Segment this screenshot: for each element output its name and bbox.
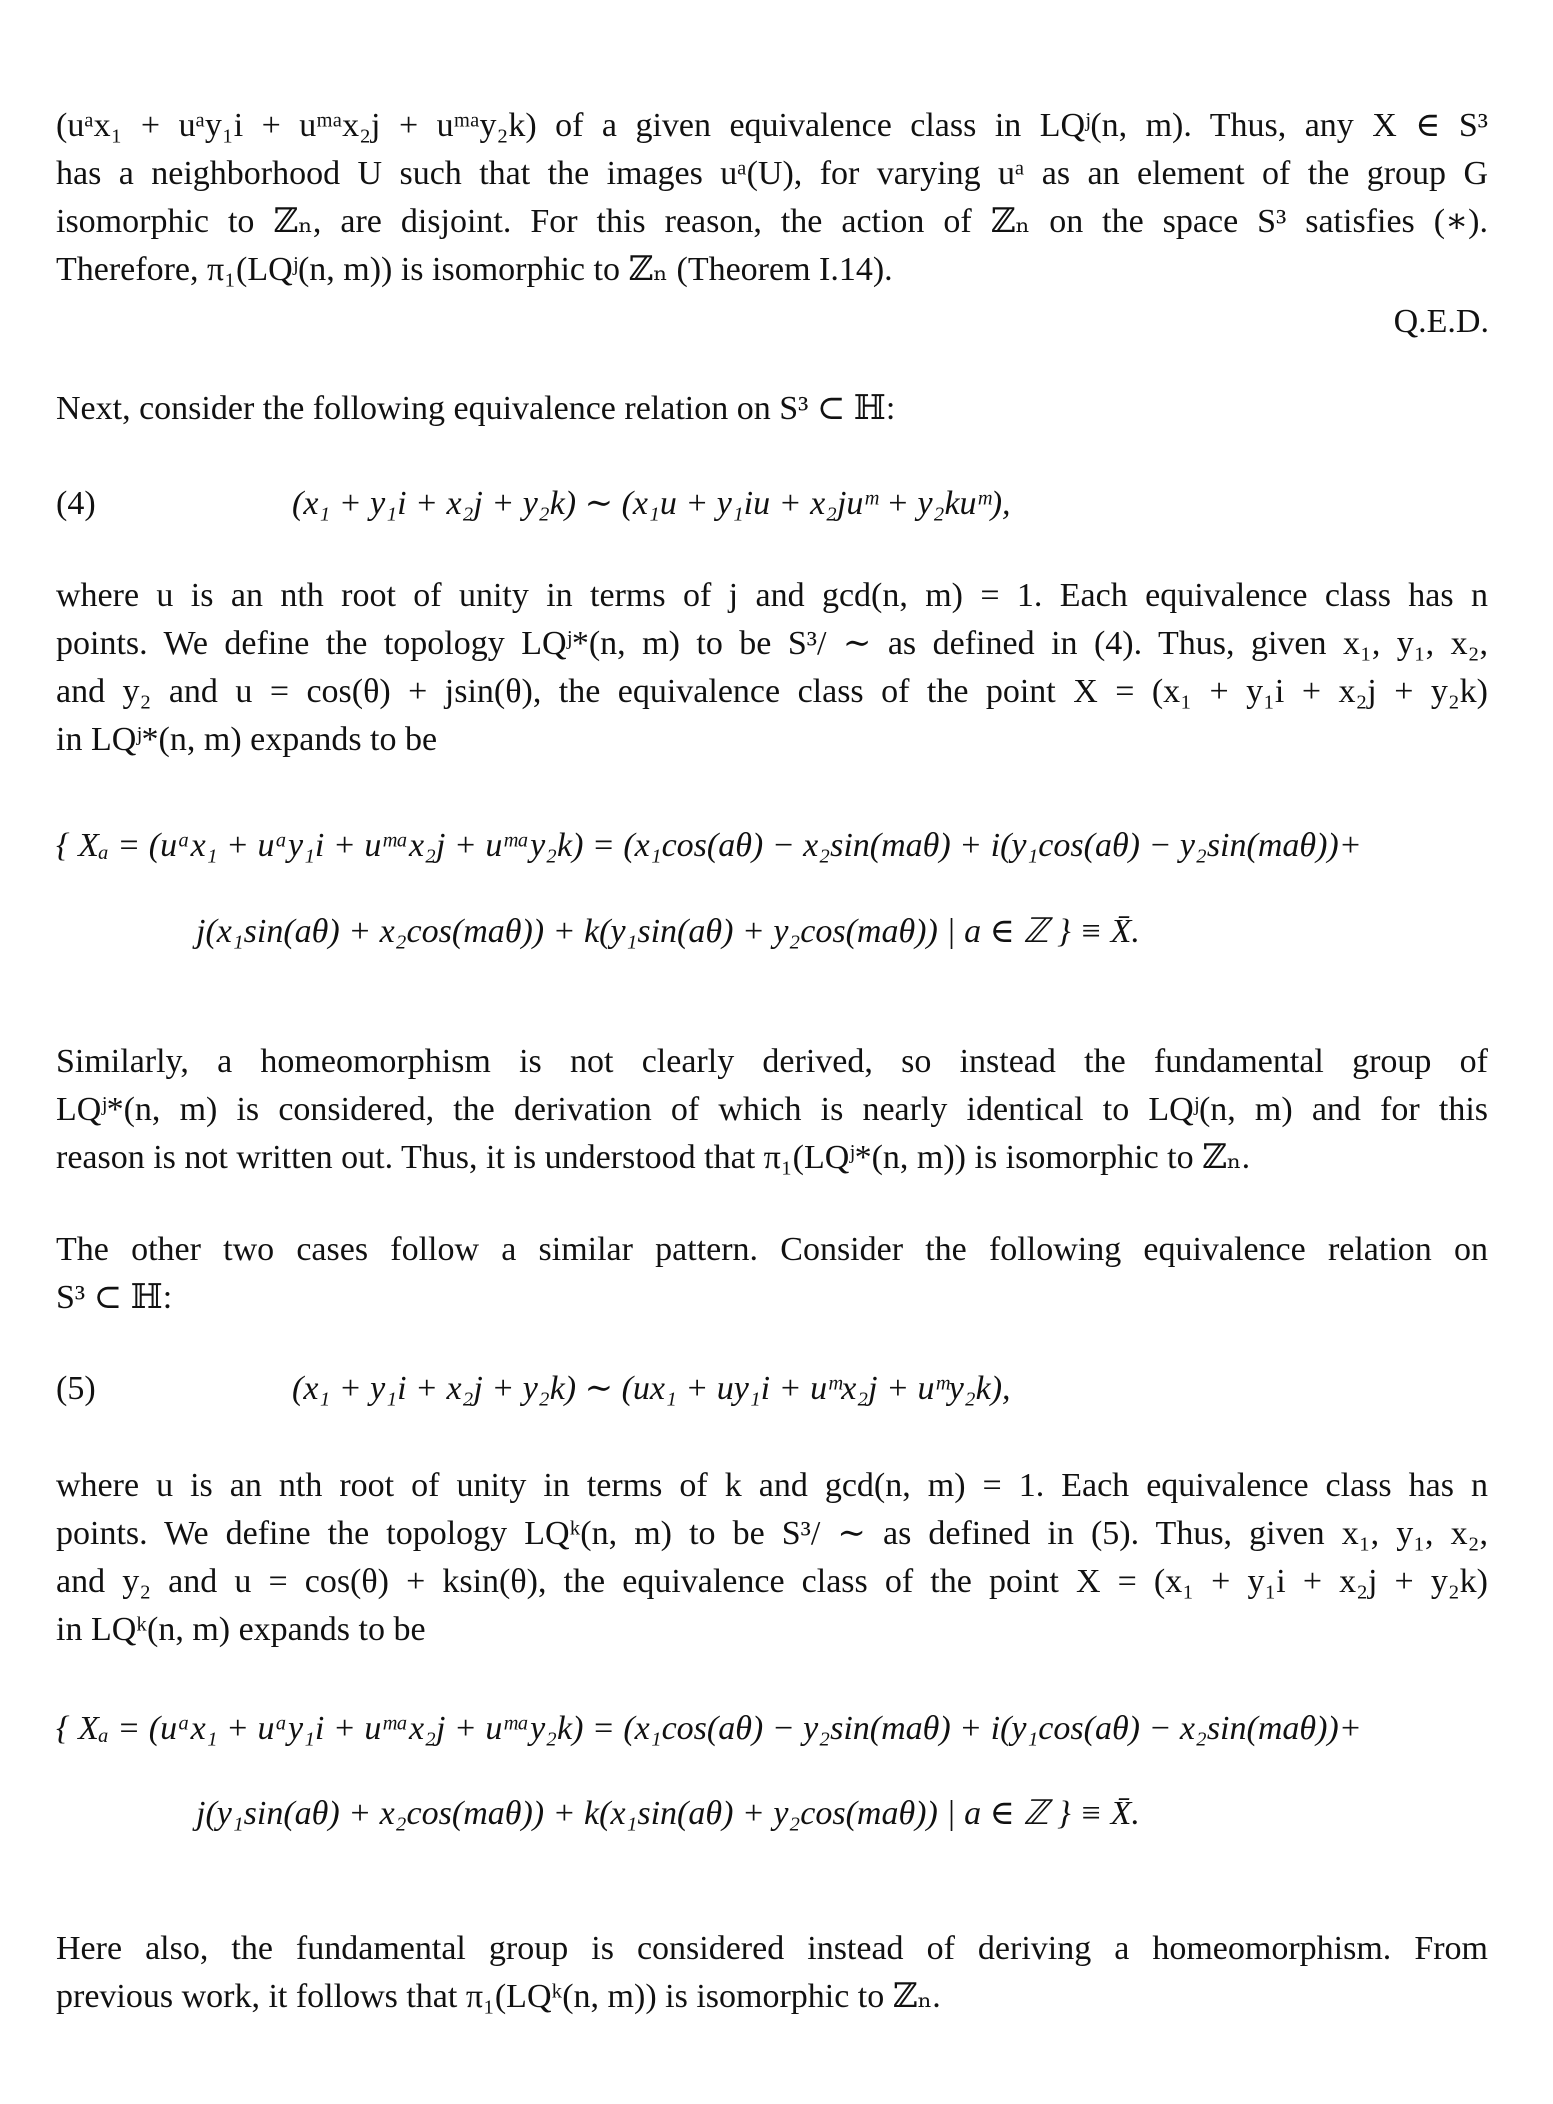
text-line: Therefore, π₁(LQʲ(n, m)) is isomorphic to ℤₙ (Theorem I.14). — [56, 251, 893, 288]
text-line: in LQʲ*(n, m) expands to be — [56, 721, 438, 758]
equation-label-4: (4) — [56, 485, 96, 522]
paragraph-other-cases — [56, 1226, 1488, 1322]
qed-mark: Q.E.D. — [1393, 303, 1489, 340]
text-line: Next, consider the following equivalence relation on S³ ⊂ ℍ: — [56, 390, 896, 427]
paragraph-lqj-star-definition — [56, 572, 1488, 764]
text-line: and y₂ and u = cos(θ) + ksin(θ), the equivalence class of the point X = (x₁ + y₁i + x₂j + y₂k) — [56, 1563, 1488, 1600]
equation-5: (x₁ + y₁i + x₂j + y₂k) ∼ (ux₁ + uy₁i + uᵐx₂j + uᵐy₂k), — [292, 1370, 1011, 1407]
paragraph-fundamental-group-lqj-star — [56, 1038, 1488, 1182]
text-line: and y₂ and u = cos(θ) + jsin(θ), the equivalence class of the point X = (x₁ + y₁i + x₂j + y₂k) — [56, 673, 1488, 710]
text-line: where u is an nth root of unity in terms of j and gcd(n, m) = 1. Each equivalence class has n — [56, 577, 1488, 614]
text-line: isomorphic to ℤₙ, are disjoint. For this reason, the action of ℤₙ on the space S³ satisfies (∗). — [56, 203, 1488, 240]
text-line: previous work, it follows that π₁(LQᵏ(n, m)) is isomorphic to ℤₙ. — [56, 1978, 941, 2015]
text-line: (uᵃx₁ + uᵃy₁i + uᵐᵃx₂j + uᵐᵃy₂k) of a given equivalence class in LQʲ(n, m). Thus, any X ∈ S³ — [56, 107, 1488, 144]
equation-label-5: (5) — [56, 1370, 96, 1407]
paragraph-proof-conclusion — [56, 102, 1488, 294]
display-equation-1-line-1: { Xₐ = (uᵃx₁ + uᵃy₁i + uᵐᵃx₂j + uᵐᵃy₂k) = (x₁cos(aθ) − x₂sin(maθ) + i(y₁cos(aθ) − y₂sin(maθ))+ — [56, 827, 1362, 864]
text-line: LQʲ*(n, m) is considered, the derivation of which is nearly identical to LQʲ(n, m) and for this — [56, 1091, 1488, 1128]
text-line: S³ ⊂ ℍ: — [56, 1279, 173, 1316]
text-line: in LQᵏ(n, m) expands to be — [56, 1611, 426, 1648]
display-equation-2-line-1: { Xₐ = (uᵃx₁ + uᵃy₁i + uᵐᵃx₂j + uᵐᵃy₂k) = (x₁cos(aθ) − y₂sin(maθ) + i(y₁cos(aθ) − x₂sin(maθ))+ — [56, 1710, 1362, 1747]
paragraph-equivalence-intro — [56, 385, 1488, 433]
paragraph-lqk-definition — [56, 1462, 1488, 1654]
display-equation-2-line-2: j(y₁sin(aθ) + x₂cos(maθ)) + k(x₁sin(aθ) + y₂cos(maθ)) | a ∈ ℤ } ≡ X̄. — [196, 1795, 1140, 1832]
paragraph-fundamental-group-lqk — [56, 1925, 1488, 2021]
text-line: has a neighborhood U such that the images uᵃ(U), for varying uᵃ as an element of the group G — [56, 155, 1488, 192]
text-line: points. We define the topology LQʲ*(n, m) to be S³/ ∼ as defined in (4). Thus, given x₁, y₁, x₂, — [56, 625, 1488, 662]
text-line: where u is an nth root of unity in terms of k and gcd(n, m) = 1. Each equivalence class has n — [56, 1467, 1488, 1504]
text-line: The other two cases follow a similar pattern. Consider the following equivalence relation on — [56, 1231, 1488, 1268]
text-line: Similarly, a homeomorphism is not clearly derived, so instead the fundamental group of — [56, 1043, 1488, 1080]
display-equation-1-line-2: j(x₁sin(aθ) + x₂cos(maθ)) + k(y₁sin(aθ) + y₂cos(maθ)) | a ∈ ℤ } ≡ X̄. — [196, 913, 1140, 950]
text-line: points. We define the topology LQᵏ(n, m) to be S³/ ∼ as defined in (5). Thus, given x₁, y₁, x₂, — [56, 1515, 1488, 1552]
equation-4: (x₁ + y₁i + x₂j + y₂k) ∼ (x₁u + y₁iu + x₂juᵐ + y₂kuᵐ), — [292, 485, 1011, 522]
text-line: reason is not written out. Thus, it is understood that π₁(LQʲ*(n, m)) is isomorphic to ℤₙ. — [56, 1139, 1251, 1176]
text-line: Here also, the fundamental group is considered instead of deriving a homeomorphism. From — [56, 1930, 1488, 1967]
